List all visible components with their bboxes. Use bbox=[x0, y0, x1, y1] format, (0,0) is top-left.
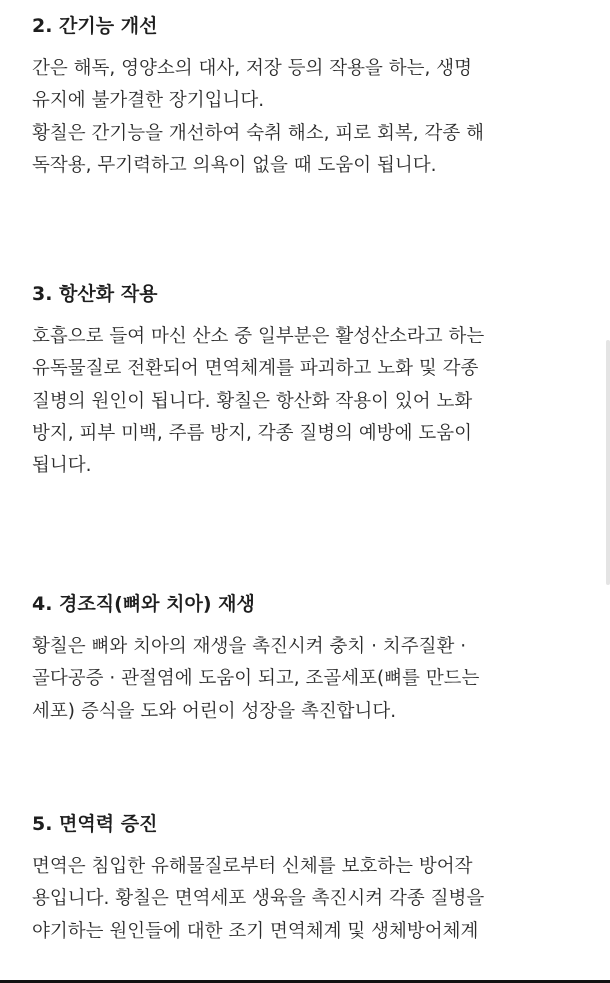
paragraph-line: 독작용, 무기력하고 의욕이 없을 때 도움이 됩니다. bbox=[32, 154, 437, 176]
section-paragraph bbox=[32, 631, 479, 728]
section-antioxidant bbox=[32, 282, 484, 482]
paragraph-line: 골다공증 · 관절염에 도움이 되고, 조골세포(뼈를 만드는 bbox=[32, 668, 480, 690]
paragraph-line: 됩니다. bbox=[32, 455, 92, 477]
paragraph-line: 황칠은 간기능을 개선하여 숙취 해소, 피로 회복, 각종 해 bbox=[32, 122, 484, 144]
section-heading: 5. 면역력 증진 bbox=[32, 813, 158, 835]
paragraph-line: 면역은 침입한 유해물질로부터 신체를 보호하는 방어작 bbox=[32, 856, 473, 877]
section-heading: 4. 경조직(뼈와 치아) 재생 bbox=[32, 593, 255, 615]
paragraph-line: 유독물질로 전환되어 면역체계를 파괴하고 노화 및 각종 bbox=[32, 358, 479, 380]
paragraph-line: 야기하는 원인들에 대한 조기 면역체계 및 생체방어체계 bbox=[32, 920, 479, 942]
section-paragraph bbox=[32, 851, 484, 948]
paragraph-line: 황칠은 뼈와 치아의 재생을 촉진시켜 충치 · 치주질환 · bbox=[32, 636, 467, 657]
section-immunity bbox=[32, 812, 484, 948]
section-liver-function bbox=[32, 14, 484, 182]
paragraph-line: 간은 해독, 영양소의 대사, 저장 등의 작용을 하는, 생명 bbox=[32, 58, 472, 79]
section-heading: 3. 항산화 작용 bbox=[32, 283, 158, 305]
paragraph-line: 호흡으로 들여 마신 산소 중 일부분은 활성산소라고 하는 bbox=[32, 326, 485, 347]
section-heading: 2. 간기능 개선 bbox=[32, 15, 158, 37]
paragraph-line: 유지에 불가결한 장기입니다. bbox=[32, 90, 265, 112]
section-paragraph bbox=[32, 53, 484, 182]
paragraph-line: 용입니다. 황칠은 면역세포 생육을 촉진시켜 각종 질병을 bbox=[32, 888, 485, 910]
section-bone-regeneration bbox=[32, 592, 479, 728]
paragraph-line: 세포) 증식을 도와 어린이 성장을 촉진합니다. bbox=[32, 700, 397, 722]
scrollbar-thumb[interactable] bbox=[606, 340, 610, 585]
paragraph-line: 질병의 원인이 됩니다. 황칠은 항산화 작용이 있어 노화 bbox=[32, 390, 473, 412]
paragraph-line: 방지, 피부 미백, 주름 방지, 각종 질병의 예방에 도움이 bbox=[32, 422, 472, 444]
section-paragraph bbox=[32, 321, 484, 482]
